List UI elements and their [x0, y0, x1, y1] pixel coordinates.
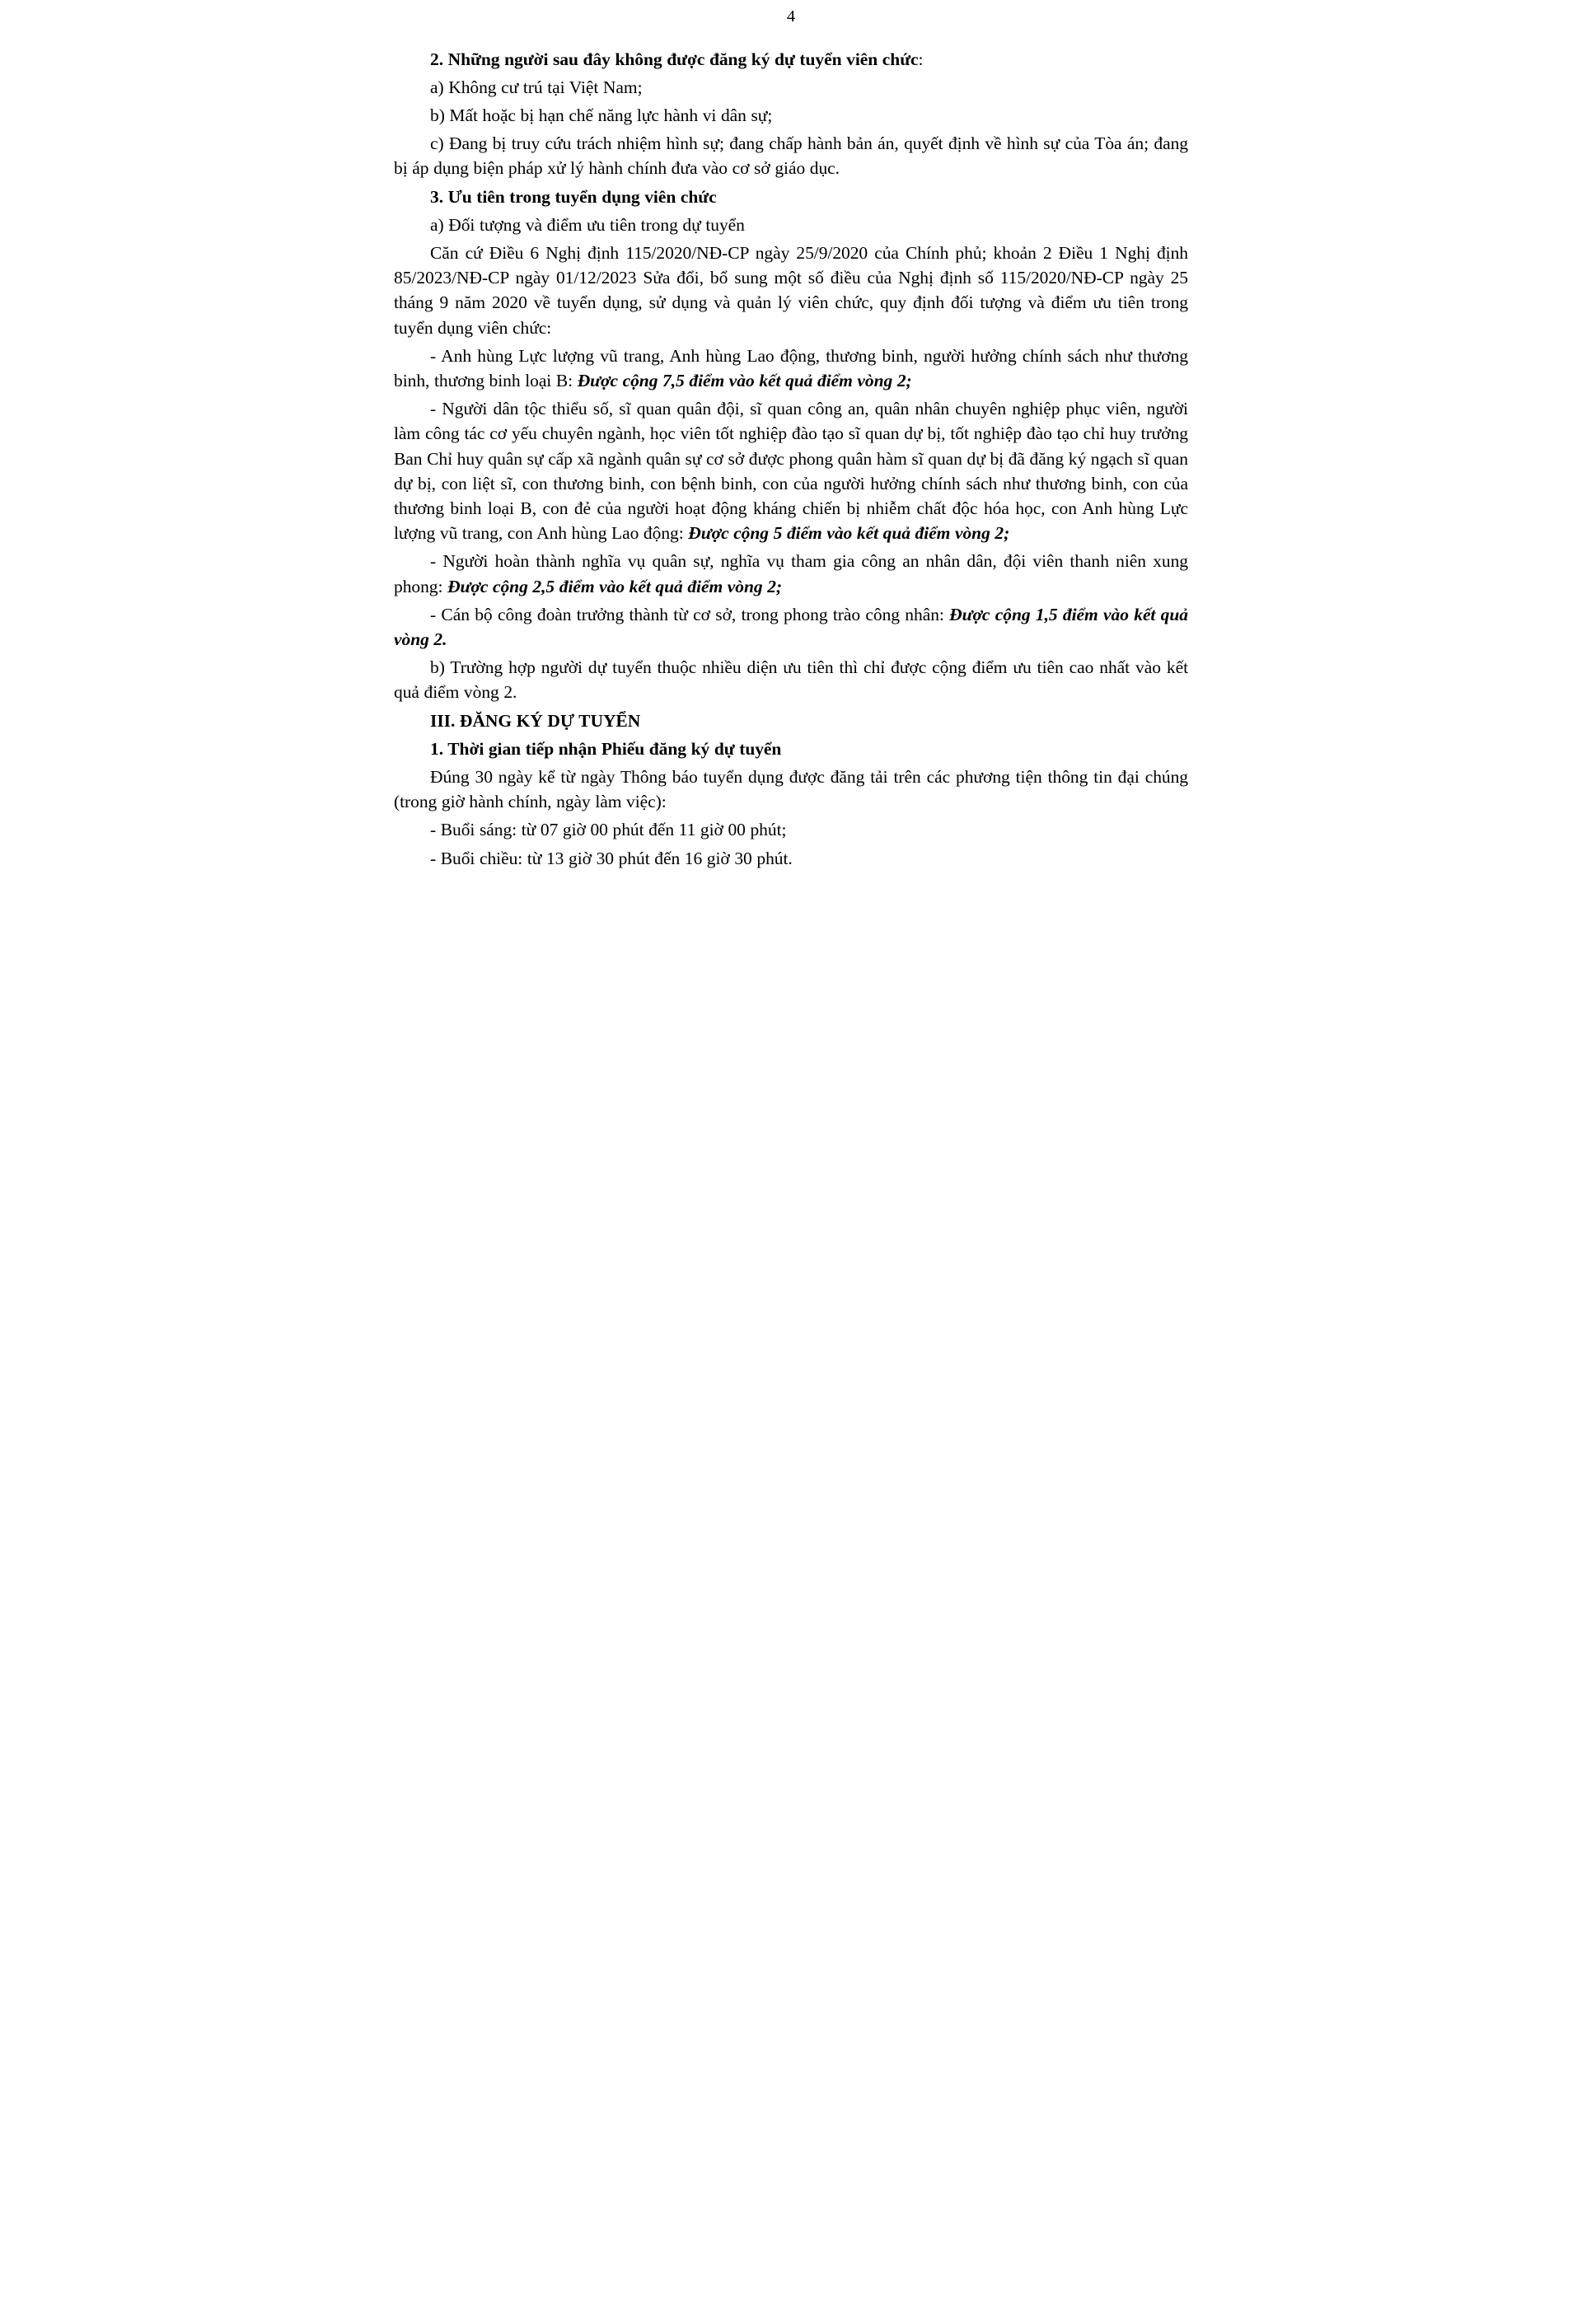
schedule-morning: - Buổi sáng: từ 07 giờ 00 phút đến 11 giờ 00 phút;: [430, 820, 787, 840]
priority-item-1-body: - Anh hùng Lực lượng vũ trang, Anh hùng Lao động, thương binh, người hưởng chính sách như thương binh, thương binh loại B:: [394, 345, 1188, 391]
section-2-heading-suffix: :: [918, 49, 924, 69]
priority-item-3-body: - Người hoàn thành nghĩa vụ quân sự, nghĩa vụ tham gia công an nhân dân, đội viên thanh niên xung phong:: [394, 551, 1188, 596]
section-iii-sub-1-heading: 1. Thời gian tiếp nhận Phiếu đăng ký dự tuyển: [430, 738, 782, 759]
section-3-legal-basis: Căn cứ Điều 6 Nghị định 115/2020/NĐ-CP ngày 25/9/2020 của Chính phủ; khoản 2 Điều 1 Nghị định 85/2023/NĐ-CP ngày 01/12/2023 Sửa đổi, bổ sung một số điều của Nghị định số 115/2020/NĐ-CP ngày 25 tháng 9 năm 2020 về tuyển dụng, sử dụng và quản lý viên chức, quy định đối tượng và điểm ưu tiên trong tuyển dụng viên chức:: [394, 243, 1188, 338]
section-3-sub-b: b) Trường hợp người dự tuyển thuộc nhiều diện ưu tiên thì chỉ được cộng điểm ưu tiên cao nhất vào kết quả điểm vòng 2.: [394, 657, 1188, 703]
document-page: [346, 0, 1236, 1307]
priority-item-1: [394, 344, 1188, 393]
section-2-item-a: a) Không cư trú tại Việt Nam;: [430, 77, 643, 97]
priority-item-3-emphasis: Được cộng 2,5 điểm vào kết quả điểm vòng 2;: [447, 576, 783, 596]
section-2-item-c: c) Đang bị truy cứu trách nhiệm hình sự; đang chấp hành bản án, quyết định về hình sự của Tòa án; đang bị áp dụng biện pháp xử lý hành chính đưa vào cơ sở giáo dục.: [394, 133, 1188, 179]
priority-item-4: [394, 602, 1188, 652]
priority-item-2: [394, 396, 1188, 545]
priority-item-4-body: - Cán bộ công đoàn trưởng thành từ cơ sở, trong phong trào công nhân:: [430, 604, 950, 624]
priority-item-2-emphasis: Được cộng 5 điểm vào kết quả điểm vòng 2;: [688, 523, 1010, 544]
section-2-heading-number: 2.: [430, 49, 444, 69]
section-2-heading-text: Những người sau đây không được đăng ký dự tuyển viên chức: [447, 49, 919, 69]
section-iii-heading: III. ĐĂNG KÝ DỰ TUYỂN: [430, 710, 641, 731]
priority-item-1-emphasis: Được cộng 7,5 điểm vào kết quả điểm vòng 2;: [577, 371, 912, 391]
section-3-sub-a-label: a) Đối tượng và điểm ưu tiên trong dự tuyển: [430, 214, 745, 235]
schedule-afternoon: - Buổi chiều: từ 13 giờ 30 phút đến 16 giờ 30 phút.: [430, 848, 793, 868]
section-2-item-b: b) Mất hoặc bị hạn chế năng lực hành vi dân sự;: [430, 105, 773, 125]
priority-item-2-body: - Người dân tộc thiểu số, sĩ quan quân đội, sĩ quan công an, quân nhân chuyên nghiệp phục viên, người làm công tác cơ yếu chuyên ngành, học viên tốt nghiệp đào tạo sĩ quan dự bị, tốt nghiệp đào tạo chỉ huy trưởng Ban Chỉ huy quân sự cấp xã ngành quân sự cơ sở được phong quân hàm sĩ quan dự bị đã đăng ký ngạch sĩ quan dự bị, con liệt sĩ, con thương binh, con bệnh binh, con của người hưởng chính sách như thương binh, con của thương binh loại B, con đẻ của người hoạt động kháng chiến bị nhiễm chất độc hóa học, con Anh hùng Lực lượng vũ trang, con Anh hùng Lao động:: [394, 399, 1188, 544]
priority-item-4-emphasis: Được cộng 1,5 điểm vào kết quả vòng 2.: [394, 604, 1188, 650]
section-iii-sub-1-body: Đúng 30 ngày kể từ ngày Thông báo tuyển dụng được đăng tải trên các phương tiện thông tin đại chúng (trong giờ hành chính, ngày làm việc):: [394, 767, 1188, 812]
section-2-heading: [394, 47, 1188, 72]
priority-item-3: [394, 549, 1188, 598]
section-3-heading: 3. Ưu tiên trong tuyển dụng viên chức: [430, 186, 717, 207]
page-number: 4: [786, 7, 796, 26]
